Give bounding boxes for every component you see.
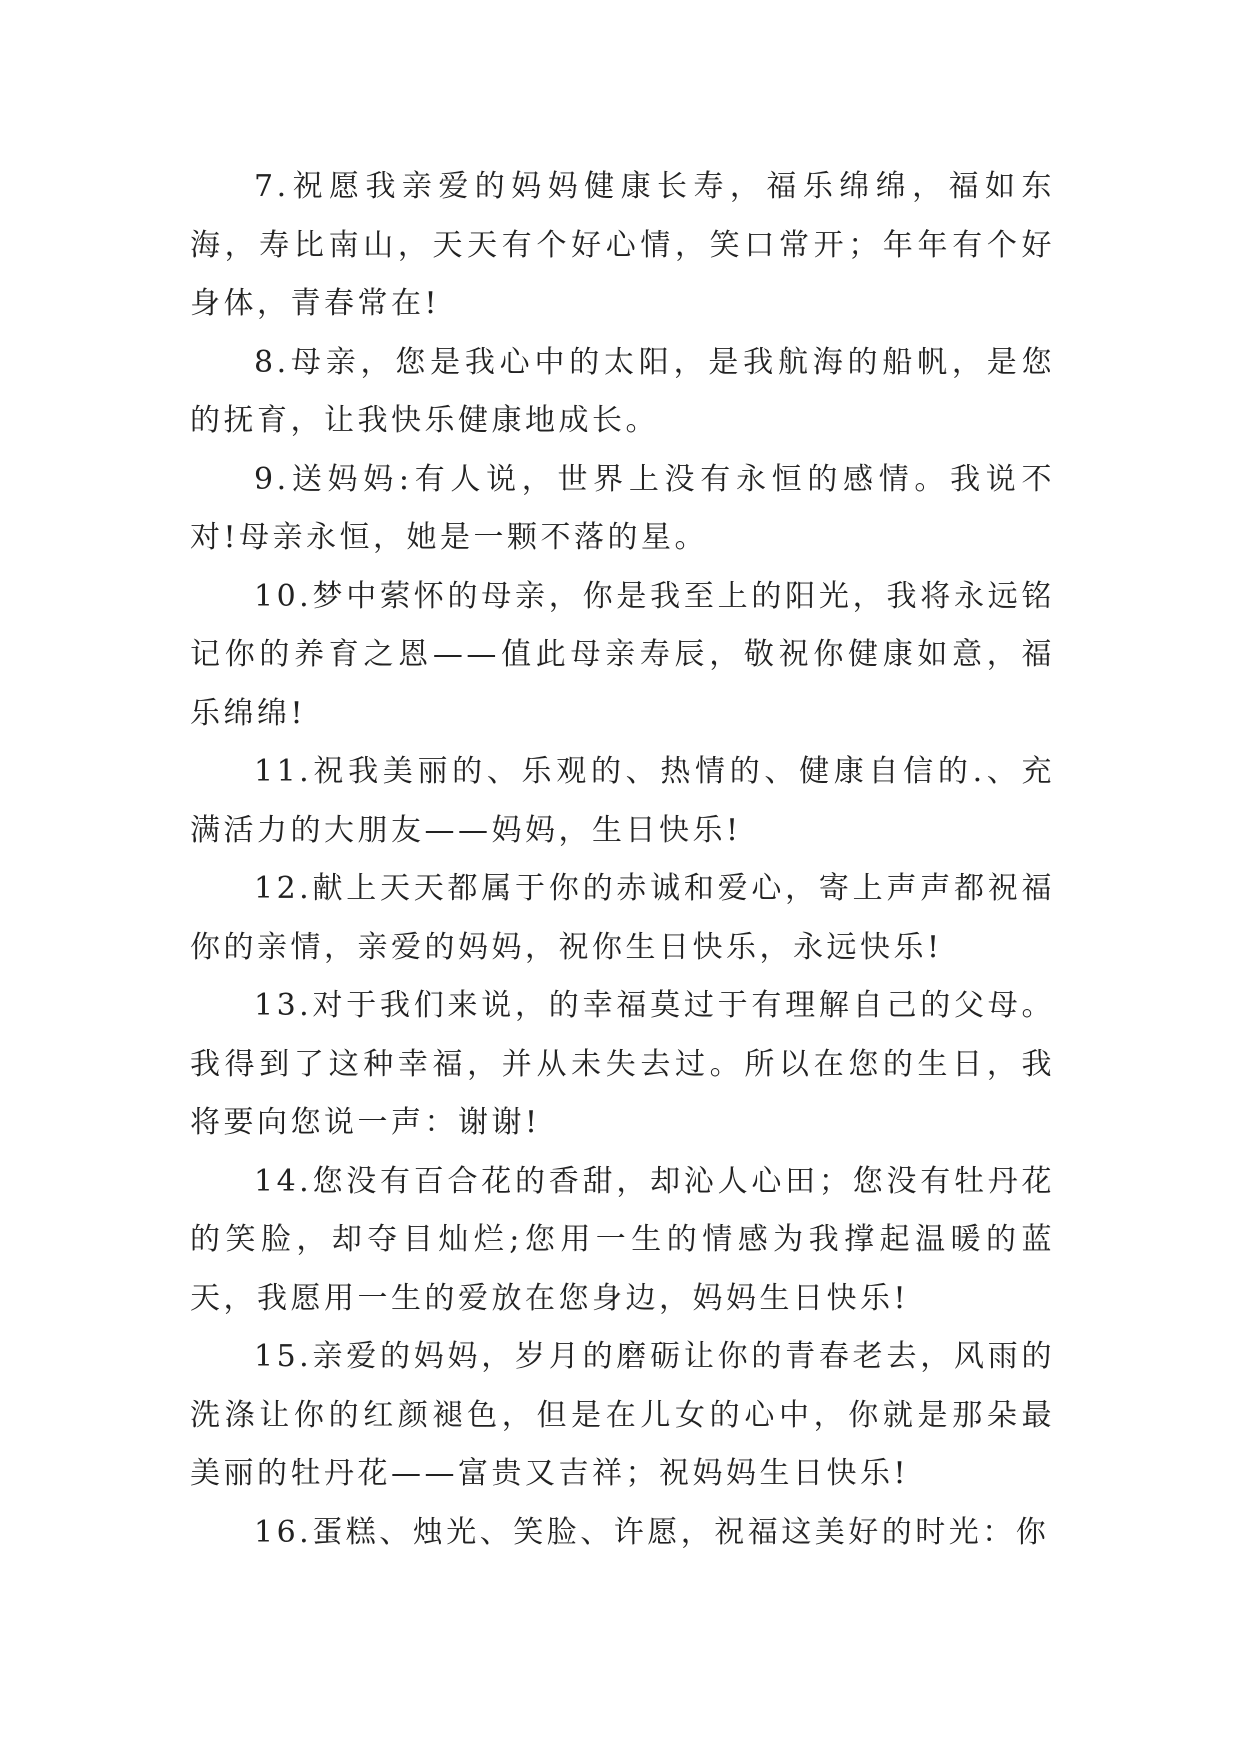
paragraph-10: 10.梦中萦怀的母亲，你是我至上的阳光，我将永远铭记你的养育之恩——值此母亲寿辰，敬祝你健康如意，福乐绵绵! (190, 578, 1055, 731)
document-body (190, 158, 1055, 1562)
paragraph-11: 11.祝我美丽的、乐观的、热情的、健康自信的.、充满活力的大朋友——妈妈，生日快乐! (190, 754, 1055, 848)
paragraph-9: 9.送妈妈:有人说，世界上没有永恒的感情。我说不对!母亲永恒，她是一颗不落的星。 (190, 461, 1055, 555)
paragraph-8: 8.母亲，您是我心中的太阳，是我航海的船帆，是您的抚育，让我快乐健康地成长。 (190, 344, 1055, 438)
paragraph-13: 13.对于我们来说，的幸福莫过于有理解自己的父母。我得到了这种幸福，并从未失去过。所以在您的生日，我将要向您说一声：谢谢! (190, 988, 1055, 1140)
paragraph-16: 16.蛋糕、烛光、笑脸、许愿，祝福这美好的时光：你 (254, 1514, 1050, 1550)
paragraph-14: 14.您没有百合花的香甜，却沁人心田；您没有牡丹花的笑脸，却夺目灿烂;您用一生的情感为我撑起温暖的蓝天，我愿用一生的爱放在您身边，妈妈生日快乐! (190, 1163, 1055, 1316)
paragraph-7: 7.祝愿我亲爱的妈妈健康长寿，福乐绵绵，福如东海，寿比南山，天天有个好心情，笑口常开；年年有个好身体，青春常在! (190, 169, 1055, 321)
paragraph-15: 15.亲爱的妈妈，岁月的磨砺让你的青春老去，风雨的洗涤让你的红颜褪色，但是在儿女的心中，你就是那朵最美丽的牡丹花——富贵又吉祥；祝妈妈生日快乐! (190, 1339, 1055, 1491)
paragraph-12: 12.献上天天都属于你的赤诚和爱心，寄上声声都祝福你的亲情，亲爱的妈妈，祝你生日快乐，永远快乐! (190, 871, 1055, 965)
